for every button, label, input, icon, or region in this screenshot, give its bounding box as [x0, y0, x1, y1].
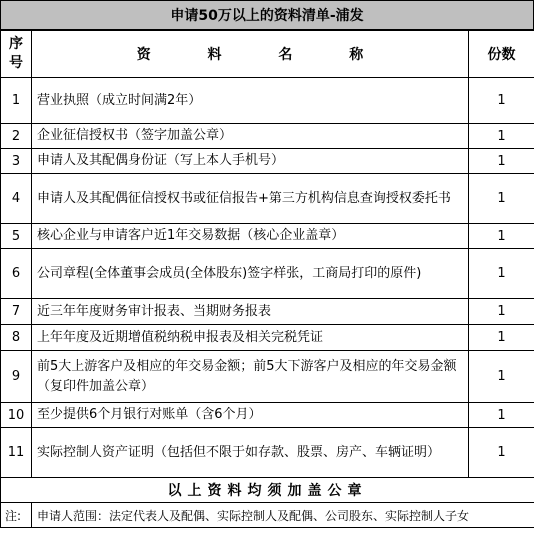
row-count: 1	[469, 325, 534, 351]
row-name: 上年年度及近期增值税纳税申报表及相关完税凭证	[32, 325, 469, 351]
table-row	[1, 174, 534, 224]
table-row	[1, 149, 534, 174]
row-count: 1	[469, 351, 534, 403]
header-no: 序号	[1, 31, 32, 78]
row-no: 7	[1, 299, 32, 325]
row-no: 4	[1, 174, 32, 224]
row-count: 1	[469, 224, 534, 249]
table-header-row	[1, 31, 534, 78]
materials-table	[0, 30, 534, 528]
table-row	[1, 351, 534, 403]
row-count: 1	[469, 124, 534, 149]
row-name: 至少提供6个月银行对账单（含6个月）	[32, 403, 469, 428]
row-no: 3	[1, 149, 32, 174]
row-no: 9	[1, 351, 32, 403]
row-no: 1	[1, 78, 32, 124]
row-name: 实际控制人资产证明（包括但不限于如存款、股票、房产、车辆证明）	[32, 428, 469, 478]
row-no: 2	[1, 124, 32, 149]
header-name: 资 料 名 称	[32, 31, 469, 78]
row-count: 1	[469, 149, 534, 174]
table-row	[1, 325, 534, 351]
row-count: 1	[469, 299, 534, 325]
row-name: 近三年年度财务审计报表、当期财务报表	[32, 299, 469, 325]
row-count: 1	[469, 78, 534, 124]
table-row	[1, 224, 534, 249]
row-no: 5	[1, 224, 32, 249]
header-count: 份数	[469, 31, 534, 78]
document-title: 申请50万以上的资料清单-浦发	[0, 0, 534, 30]
footer-row	[1, 478, 534, 503]
row-count: 1	[469, 428, 534, 478]
table-row	[1, 403, 534, 428]
note-row	[1, 503, 534, 528]
row-name: 申请人及其配偶征信授权书或征信报告+第三方机构信息查询授权委托书	[32, 174, 469, 224]
table-row	[1, 428, 534, 478]
row-no: 10	[1, 403, 32, 428]
table-row	[1, 124, 534, 149]
row-count: 1	[469, 403, 534, 428]
row-name: 前5大上游客户及相应的年交易金额；前5大下游客户及相应的年交易金额（复印件加盖公章）	[32, 351, 469, 403]
row-no: 8	[1, 325, 32, 351]
table-row	[1, 78, 534, 124]
row-name: 核心企业与申请客户近1年交易数据（核心企业盖章）	[32, 224, 469, 249]
row-name: 公司章程(全体董事会成员(全体股东)签字样张，工商局打印的原件)	[32, 249, 469, 299]
row-name: 申请人及其配偶身份证（写上本人手机号）	[32, 149, 469, 174]
row-no: 6	[1, 249, 32, 299]
note-text: 申请人范围：法定代表人及配偶、实际控制人及配偶、公司股东、实际控制人子女	[32, 503, 534, 528]
footer-note: 以上资料均须加盖公章	[1, 478, 534, 503]
row-count: 1	[469, 249, 534, 299]
row-count: 1	[469, 174, 534, 224]
row-name: 企业征信授权书（签字加盖公章）	[32, 124, 469, 149]
row-name: 营业执照（成立时间满2年）	[32, 78, 469, 124]
table-row	[1, 249, 534, 299]
table-row	[1, 299, 534, 325]
row-no: 11	[1, 428, 32, 478]
note-label: 注:	[1, 503, 32, 528]
